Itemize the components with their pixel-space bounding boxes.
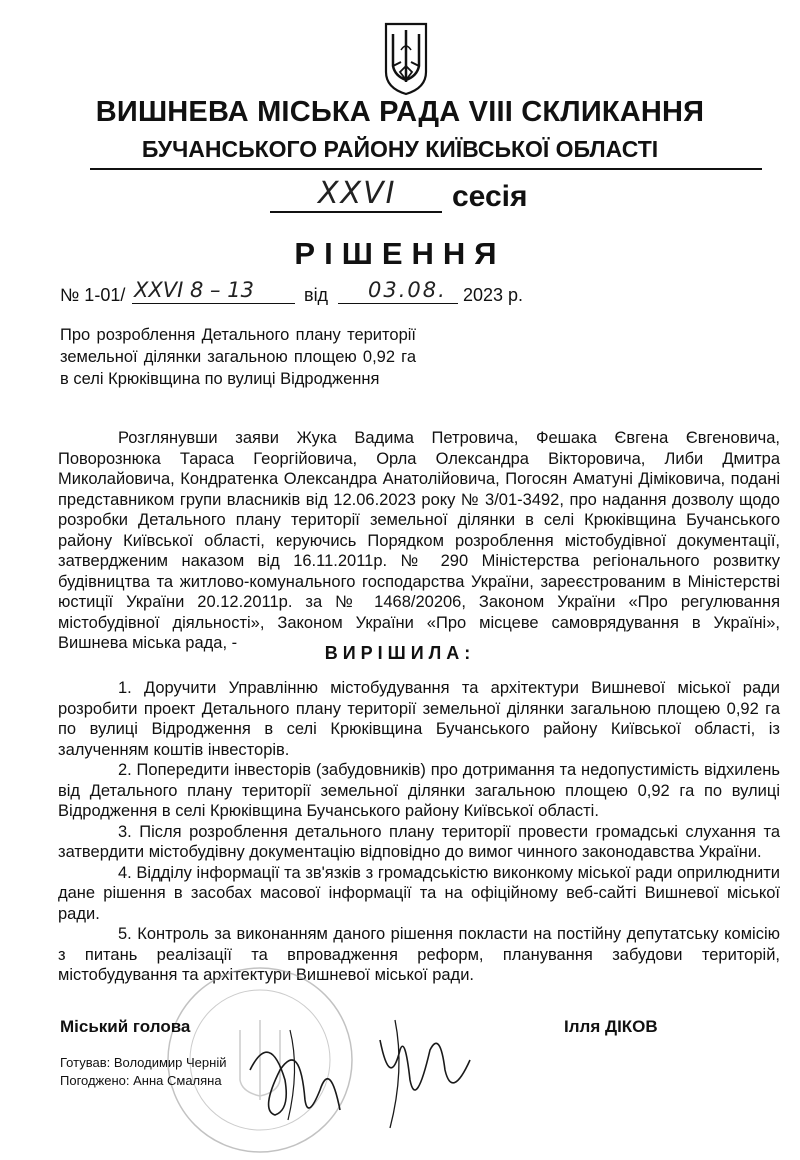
prepared-by: Готував: Володимир Черній [60,1055,227,1070]
decision-number-handwritten: XXVI 8 – 13 [134,278,254,302]
agreed-by: Погоджено: Анна Смаляна [60,1073,222,1088]
date-from-label: від [304,285,329,305]
mayor-title: Міський голова [60,1017,191,1036]
decision-number-prefix: № 1-01/ [60,285,126,305]
resolution-item-3: 3. Після розроблення детального плану території провести громадські слухання та затвердити містобудівну документацію відповідно до вимог чинного законодавства України. [58,822,780,861]
session-number-handwritten: XXVI [318,176,397,211]
resolution-item-5: 5. Контроль за виконанням даного рішення покласти на постійну депутатську комісію з питань реалізації та впровадження реформ, планування забудови територій, містобудування та архітектури Вишневої міської ради. [58,925,780,984]
resolution-items [58,678,780,986]
preamble-section [58,428,780,654]
resolved-heading: ВИРІШИЛА: [324,643,476,663]
resolution-item-4: 4. Відділу інформації та зв'язків з громадськістю виконкому міської ради оприлюднити дане рішення в засобах масової інформації та на офіційному веб-сайті Вишневої міської ради. [58,863,780,923]
resolution-item-1: 1. Доручити Управлінню містобудування та архітектури Вишневої міської ради розробити проект Детального плану території земельної ділянки загальною площею 0,92 га по вулиці Відродження в селі Крюківщина Бучанського району Київської області, із залученням коштів інвесторів. [58,679,780,759]
preamble-paragraph: Розглянувши заяви Жука Вадима Петровича, Фешака Євгена Євгеновича, Поворознюка Тараса Георгійовича, Орла Олександра Вікторовича, Либи Дмитра Миколайовича, Кондратенка Олександра Анатолійовича, Погосян Аматуні Діміковича, подані представником групи власників від 12.06.2023 року № 3/01-3492, про надання дозволу щодо розробки Детального плану території земельної ділянки в селі Крюківщина Бучанського району Київської області, керуючись Порядком розроблення містобудівної документації, затвердженим наказом від 16.11.2011р. № 290 Міністерства регіонального розвитку будівництва та житлово-комунального господарства України, зареєстрованим в Міністерстві юстиції України 20.12.2011р. за № 1468/20206, Законом України «Про регулювання містобудівної діяльності», Законом України «Про місцеве самоврядування в Україні», Вишнева міська рада, - [58,429,780,652]
mayor-name: Ілля ДІКОВ [564,1017,658,1036]
decision-subject: Про розроблення Детального плану території земельної ділянки загальною площею 0,92 га в селі Крюківщина по вулиці Відродження [60,326,416,388]
decision-date-underline [338,303,458,304]
session-number-underline [270,211,442,213]
decision-date-handwritten: 03.08. [368,278,447,302]
decision-year: 2023 р. [463,285,524,305]
coat-of-arms-trident-icon [383,22,429,96]
session-label: сесія [452,180,528,213]
mayor-signature-icon [230,1010,500,1130]
district-subtitle: БУЧАНСЬКОГО РАЙОНУ КИЇВСЬКОЇ ОБЛАСТІ [141,136,659,162]
resolution-item-2: 2. Попередити інвесторів (забудовників) про дотримання та недопустимість відхилень від Детального плану території земельної ділянки загальною площею 0,92 га по вулиці Відродження в селі Крюківщина Бучанського району Київської області. [58,761,780,820]
decision-title: РІШЕННЯ [294,236,506,271]
header-divider [90,168,762,170]
council-title: ВИШНЕВА МІСЬКА РАДА VIII СКЛИКАННЯ [95,96,705,128]
decision-number-underline [132,303,295,304]
